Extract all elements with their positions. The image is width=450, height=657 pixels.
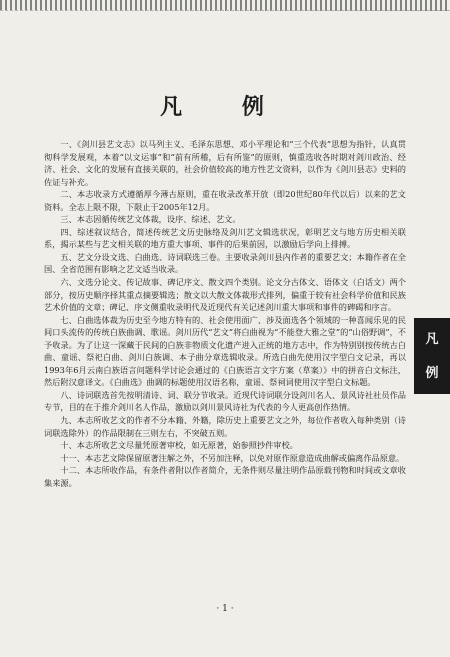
paragraph: 七、白曲选体裁为历史至今地方特有的、社会使用面广、涉及面选各个领域的一种喜闻乐见的民间口头流传的传统白族曲调、歌谣。剑川历代“艺文”将白曲视为“不能登大雅之堂”的“山俗野调”，不予收录。为了让这一深藏于民间的白族非物质文化遗产进入正统的地方志中，作为特别别按传统古白曲、童谣、祭祀白曲、剑川白族调、本子曲分章选辑收录。所选白曲先使用汉字型白文记录，再以1993年6月云南白族语言问题科学讨论会通过的《白族语言文字方案（草案）》中的拼音白文标注，然后附汉意译文。《白曲选》曲调的标题使用汉语名称，童谣、祭祠词使用汉字型白文标题。 xyxy=(44,314,406,388)
paragraph: 四、综述叙议结合，简述传统艺文历史脉络及剑川艺文辑选状况，彰明艺文与地方历史相关联系，揭示某些与艺文相关联的地方重大事项、事件的后果前因，以激励后学向上排搏。 xyxy=(44,226,406,250)
body-text xyxy=(44,138,406,489)
side-tab-char: 凡 xyxy=(425,332,439,347)
paragraph: 九、本志所收艺文的作者不分本籍、外籍，除历史上重要艺文之外，每位作者收入每种类别（诗词联选除外）的作品限制在三则左右，不突破五则。 xyxy=(44,415,406,438)
section-side-tab xyxy=(414,318,450,394)
paragraph: 八、诗词联选首先按明清诗、词、联分节收录。近现代诗词联分设剑川名人、景风诗社社员作品专节，目的在于推介剑川名人作品，激励以剑川景风诗社为代表的今人更高创作热情。 xyxy=(44,389,406,413)
paragraph: 二、本志收录方式遵循厚今薄古原则，重在收录改革开放（即20世纪80年代以后）以来的艺文资料。全志上限不限，下限止于2005年12月。 xyxy=(44,189,406,212)
paragraph: 六、文选分论文、传记故事、碑记序文、散文四个类别。论文分古体文、语体文（白话文）两个部分，按历史顺序择其重点摘要辑选；散文以大散文体裁形式排列，偏重于较有社会科学价值和民族艺术价值的文章；碑记、序文侧重收录明代及近现代有关记述剑川重大事项和事件的碑碣和序言。 xyxy=(44,277,406,313)
paragraph: 十二、本志所收作品，有条件者附以作者简介，无条件则尽量注明作品原载刊物和时间或文章收集来源。 xyxy=(44,465,406,488)
page-title: 凡 例 xyxy=(160,94,290,120)
paragraph: 三、本志因循传统艺文体裁，设序、综述、艺文。 xyxy=(60,214,241,225)
page-number: · 1 · xyxy=(216,604,234,614)
paragraph: 五、艺文分设文选、白曲选、诗词联选三卷。主要收录剑川县内作者的重要艺文；本籍作者在全国、全省范围有影响之艺文适当收录。 xyxy=(44,251,406,275)
paragraph: 十、本志所收艺文尽量凭原著审校，如无原著，始参照抄件审校。 xyxy=(60,440,298,451)
page-top-border xyxy=(0,0,450,11)
side-tab-char: 例 xyxy=(425,366,439,381)
paragraph: 十一、本志艺文除保留原著注解之外，不另加注释，以免对原作原意造成曲解或偏离作品原意。 xyxy=(60,452,405,463)
paragraph: 一、《剑川县艺文志》以马列主义、毛泽东思想、邓小平理论和“三个代表”思想为指针，认真贯彻科学发展观，本着“以文运事”和“前有所稽，后有所鉴”的原则，慎重选收各时期对剑川政治、经济、社会、文化的发展有直接关联的，社会价值较高的地方性艺文资料，以作为《剑川县志》史料的佐证与补充。 xyxy=(44,139,406,187)
